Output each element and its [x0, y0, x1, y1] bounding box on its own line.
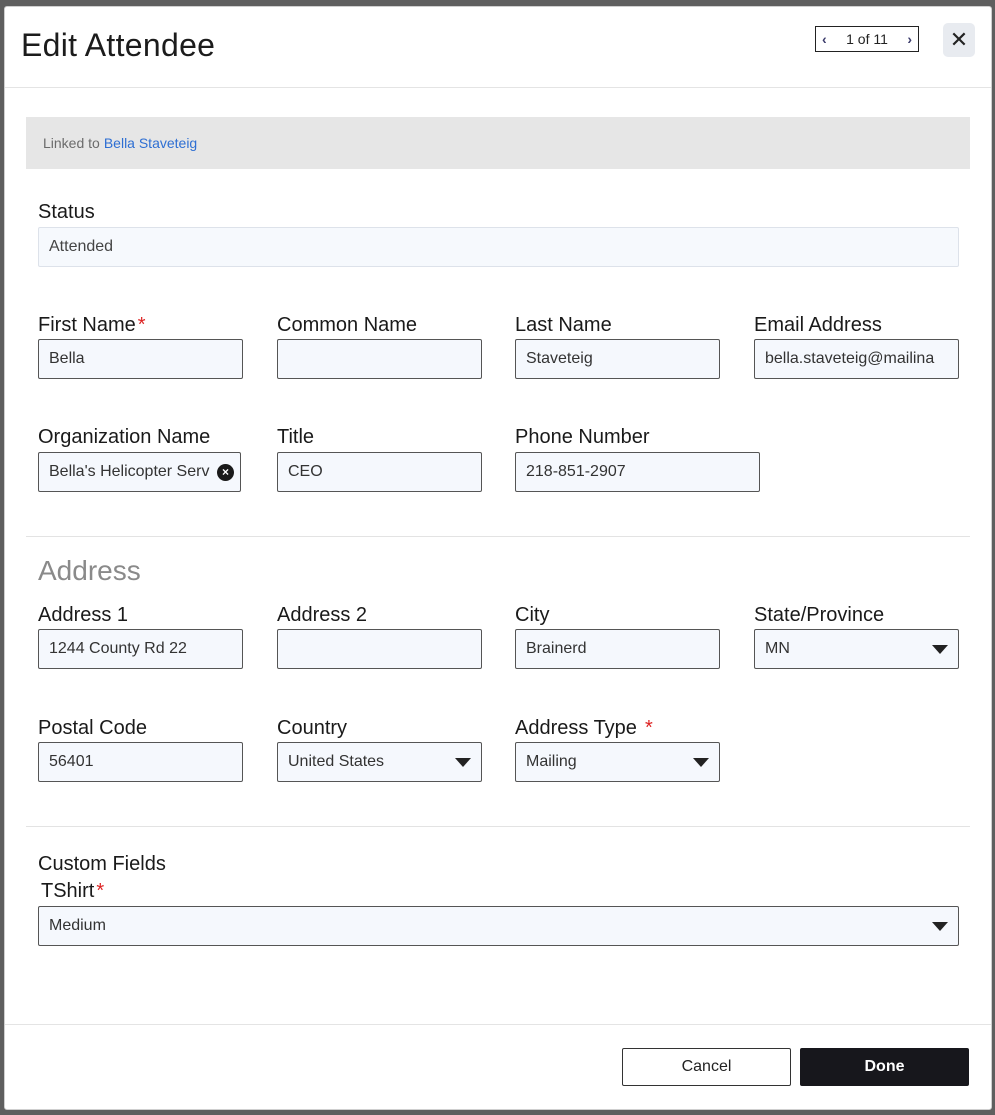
organization-label: Organization Name	[38, 426, 211, 448]
tshirt-select[interactable]	[38, 906, 959, 946]
address-section-title: Address	[38, 555, 141, 586]
status-field	[38, 227, 959, 267]
linked-prefix: Linked to	[43, 135, 100, 151]
postal-input[interactable]	[38, 742, 243, 782]
email-input[interactable]	[754, 339, 959, 379]
state-value: MN	[765, 640, 790, 657]
tshirt-value: Medium	[49, 917, 106, 934]
address1-label: Address 1	[38, 604, 129, 626]
required-marker: *	[644, 717, 653, 739]
chevron-down-icon	[932, 922, 948, 931]
organization-input[interactable]	[38, 452, 241, 492]
footer-divider	[5, 1024, 991, 1025]
record-pager	[815, 26, 919, 52]
first-name-value: Bella	[49, 350, 85, 367]
address2-input[interactable]	[277, 629, 482, 669]
pager-text: 1 of 11	[846, 31, 888, 47]
previous-record-icon[interactable]: ‹	[822, 31, 827, 47]
postal-label: Postal Code	[38, 717, 147, 739]
title-label: Title	[277, 426, 315, 448]
country-value: United States	[288, 753, 385, 770]
edit-attendee-dialog	[4, 6, 992, 1110]
last-name-value: Staveteig	[526, 350, 593, 367]
title-value: CEO	[288, 463, 323, 480]
done-button[interactable]: Done	[800, 1048, 969, 1086]
chevron-down-icon	[455, 758, 471, 767]
required-marker: *	[137, 314, 146, 336]
last-name-input[interactable]	[515, 339, 720, 379]
title-input[interactable]	[277, 452, 482, 492]
common-name-label: Common Name	[277, 314, 418, 336]
address-type-value: Mailing	[526, 753, 577, 770]
address1-value: 1244 County Rd 22	[49, 640, 187, 657]
dialog-title: Edit Attendee	[21, 27, 216, 63]
country-select[interactable]	[277, 742, 482, 782]
email-value: bella.staveteig@mailina	[765, 350, 935, 367]
email-label: Email Address	[754, 314, 882, 336]
state-label: State/Province	[754, 604, 885, 626]
postal-value: 56401	[49, 753, 94, 770]
next-record-icon[interactable]: ›	[907, 31, 912, 47]
close-button[interactable]	[943, 23, 975, 57]
chevron-down-icon	[693, 758, 709, 767]
address-type-label-text: Address Type	[515, 717, 637, 739]
section-divider	[26, 536, 970, 537]
phone-value: 218-851-2907	[526, 463, 626, 480]
linked-banner	[26, 117, 970, 169]
phone-input[interactable]	[515, 452, 760, 492]
status-label: Status	[38, 201, 95, 223]
linked-contact-link[interactable]: Bella Staveteig	[103, 135, 198, 151]
first-name-label-text: First Name	[38, 314, 136, 336]
first-name-label	[38, 314, 146, 337]
city-input[interactable]	[515, 629, 720, 669]
last-name-label: Last Name	[515, 314, 612, 336]
address-type-select[interactable]	[515, 742, 720, 782]
dialog-header	[5, 7, 991, 88]
section-divider	[26, 826, 970, 827]
phone-label: Phone Number	[515, 426, 650, 448]
close-icon: ✕	[949, 27, 969, 52]
city-value: Brainerd	[526, 640, 587, 657]
tshirt-label-text: TShirt	[41, 880, 95, 902]
address-type-label	[515, 717, 653, 740]
address2-label: Address 2	[277, 604, 368, 626]
clear-icon[interactable]: ×	[217, 464, 234, 481]
address1-input[interactable]	[38, 629, 243, 669]
chevron-down-icon	[932, 645, 948, 654]
first-name-input[interactable]	[38, 339, 243, 379]
cancel-button[interactable]: Cancel	[622, 1048, 791, 1086]
status-value: Attended	[49, 238, 114, 255]
custom-fields-title: Custom Fields	[38, 853, 166, 875]
state-select[interactable]	[754, 629, 959, 669]
organization-value: Bella's Helicopter Serv	[49, 463, 210, 480]
tshirt-label	[41, 880, 104, 903]
city-label: City	[515, 604, 550, 626]
country-label: Country	[277, 717, 348, 739]
required-marker: *	[96, 880, 105, 902]
common-name-input[interactable]	[277, 339, 482, 379]
